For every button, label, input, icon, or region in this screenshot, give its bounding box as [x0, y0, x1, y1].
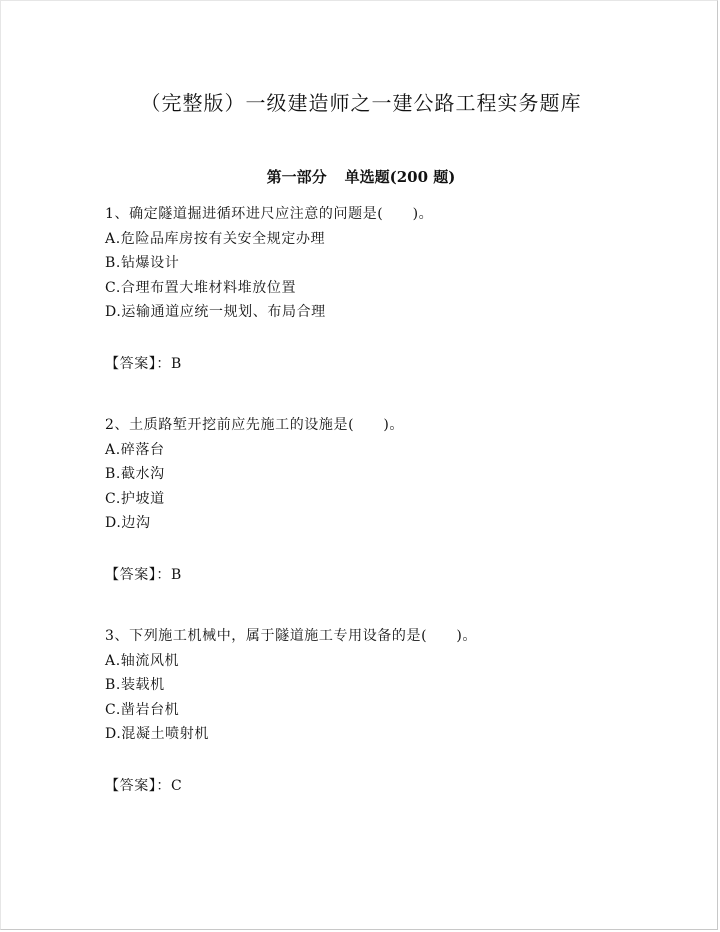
option-c: C.合理布置大堆材料堆放位置	[105, 279, 297, 296]
option-b: B.截水沟	[105, 466, 165, 482]
question-2	[105, 413, 665, 587]
option-d: D.边沟	[105, 515, 151, 531]
option-a: A.轴流风机	[105, 652, 180, 669]
answer: 【答案】：C	[105, 777, 183, 794]
document-title: （完整版）一级建造师之一建公路工程实务题库	[140, 91, 582, 115]
section-part: 第一部分	[266, 168, 327, 186]
option-d: D.运输通道应统一规划、布局合理	[105, 304, 326, 320]
answer: 【答案】：B	[105, 566, 182, 583]
question-stem: 1、确定隧道掘进循环进尺应注意的问题是( )。	[105, 206, 434, 222]
question-3	[105, 624, 665, 798]
section-name: 单选题(200 题)	[344, 168, 456, 186]
question-1	[105, 202, 665, 376]
option-c: C.护坡道	[105, 490, 165, 507]
option-a: A.碎落台	[105, 441, 165, 458]
option-b: B.装载机	[105, 677, 165, 693]
option-c: C.凿岩台机	[105, 701, 180, 718]
question-stem: 3、下列施工机械中，属于隧道施工专用设备的是( )。	[105, 628, 478, 644]
question-list	[105, 202, 665, 798]
question-stem: 2、土质路堑开挖前应先施工的设施是( )。	[105, 417, 405, 433]
section-heading	[1, 166, 720, 187]
option-d: D.混凝土喷射机	[105, 726, 209, 742]
option-b: B.钻爆设计	[105, 255, 180, 271]
answer: 【答案】：B	[105, 355, 182, 372]
option-a: A.危险品库房按有关安全规定办理	[105, 230, 326, 247]
